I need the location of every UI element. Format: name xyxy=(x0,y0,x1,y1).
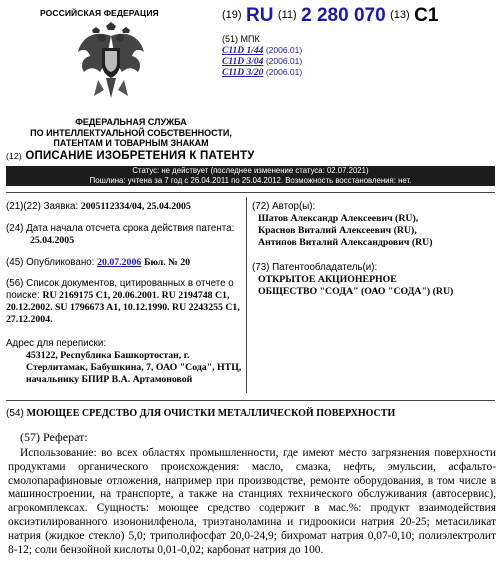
mpk-label: (51) МПК xyxy=(222,34,260,44)
document-title xyxy=(6,150,255,162)
field-value: 453122, Республика Башкортостан, г. Стерлитамак, Бабушкина, 7, ОАО "Сода", НТЦ, начальнику БПИР В.А. Артамоновой xyxy=(26,350,242,385)
address-field xyxy=(6,338,244,386)
agency-line: ФЕДЕРАЛЬНАЯ СЛУЖБА xyxy=(75,117,187,127)
field-value: RU 2169175 C1, 20.06.2001. RU 2194748 C1, 20.12.2002. SU 1796673 A1, 10.12.1990. RU 2243255 C1, 27.12.2004. xyxy=(6,290,240,325)
field-label: (45) Опубликовано: xyxy=(6,257,95,268)
column-divider xyxy=(246,197,247,393)
inid-code: (13) xyxy=(390,9,410,21)
agency-line: ПО ИНТЕЛЛЕКТУАЛЬНОЙ СОБСТВЕННОСТИ, xyxy=(30,127,232,138)
abstract-label: (57) Реферат: xyxy=(20,430,88,444)
author: Антипов Виталий Александрович (RU) xyxy=(258,237,433,248)
inid-code: (19) xyxy=(222,9,242,21)
published-field xyxy=(6,257,244,269)
field-value: 2005112334/04, 25.04.2005 xyxy=(80,201,191,212)
ipc-year: (2006.01) xyxy=(265,45,303,55)
patent-number: 2 280 070 xyxy=(301,5,386,26)
owner-field xyxy=(252,262,498,298)
patent-kind: C1 xyxy=(414,5,439,26)
russian-coat-of-arms-icon xyxy=(76,22,146,106)
fee-line: Пошлина: учтена за 7 год с 26.04.2011 по 25.04.2012. Возможность восстановления: нет. xyxy=(89,175,412,185)
field-label: (56) Список документов, цитированных в отчете о поиске: xyxy=(6,278,234,301)
published-date-link[interactable]: 20.07.2006 xyxy=(97,257,142,268)
invention-title-text: МОЮЩЕЕ СРЕДСТВО ДЛЯ ОЧИСТКИ МЕТАЛЛИЧЕСКОЙ ПОВЕРХНОСТИ xyxy=(26,408,396,419)
cited-field xyxy=(6,278,244,326)
field-label: Адрес для переписки: xyxy=(6,338,107,349)
ipc-class-link[interactable]: C11D 3/20 xyxy=(222,68,264,78)
patent-number-block xyxy=(222,5,438,27)
inid-code: (54) xyxy=(6,408,24,419)
divider xyxy=(6,192,495,193)
country-name: РОССИЙСКАЯ ФЕДЕРАЦИЯ xyxy=(40,8,159,18)
agency-name xyxy=(6,117,256,149)
term-field xyxy=(6,223,244,247)
inid-code: (12) xyxy=(6,151,22,161)
authors-field xyxy=(252,201,498,249)
ipc-class xyxy=(222,56,302,67)
ipc-class-link[interactable]: C11D 3/04 xyxy=(222,57,264,67)
country-code: RU xyxy=(246,5,274,26)
ipc-class-link[interactable]: C11D 1/44 xyxy=(222,46,264,56)
author: Шатов Александр Алексеевич (RU), xyxy=(258,213,419,224)
inid-code: (11) xyxy=(277,9,297,21)
author: Краснов Виталий Алексеевич (RU), xyxy=(258,225,417,236)
application-field xyxy=(6,201,244,213)
ipc-class xyxy=(222,45,302,56)
divider xyxy=(6,400,495,401)
status-bar xyxy=(6,166,495,186)
field-value: ОТКРЫТОЕ АКЦИОНЕРНОЕ ОБЩЕСТВО "СОДА" (ОАО "СОДА") (RU) xyxy=(258,274,454,297)
document-title-text: ОПИСАНИЕ ИЗОБРЕТЕНИЯ К ПАТЕНТУ xyxy=(25,150,255,162)
field-label: (72) Автор(ы): xyxy=(252,201,316,212)
ipc-year: (2006.01) xyxy=(265,56,303,66)
status-line: Статус: не действует (последнее изменение статуса: 02.07.2021) xyxy=(132,166,369,175)
agency-line: ПАТЕНТАМ И ТОВАРНЫМ ЗНАКАМ xyxy=(53,138,209,148)
ipc-year: (2006.01) xyxy=(265,67,303,77)
field-label: (21)(22) Заявка: xyxy=(6,201,79,212)
abstract-text: Использование: во всех областях промышленности, где имеют место загрязнения поверхности продуктами органического происхождения: масло, смазка, нефть, эмульсии, асфальто-смолопарафиновые отложения, например при производстве, ремонте оборудования, в том числе в машиностроении, на транспорте, а также на станциях технического обслуживания (автосервис), агрокомплексах. Сущность: моющее средство содержит в мас.%: продукт взаимодействия оксиэтилированного изононилфенола, триэтаноламина и гидроокиси натрия 20-25; метасиликат натрия (жидкое стекло) 5,0; триполифосфат 20,0-24,9; бихромат натрия 0,07-0,10; полиэлектролит 8-12; соли бензойной кислоты 0,01-0,02; карбонат натрия до 100. xyxy=(8,447,496,556)
field-label: (24) Дата начала отсчета срока действия патента: xyxy=(6,223,235,234)
field-value: 25.04.2005 xyxy=(30,235,75,246)
field-value: Бюл. № 20 xyxy=(143,257,191,268)
field-label: (73) Патентообладатель(и): xyxy=(252,262,378,273)
invention-title xyxy=(6,408,395,419)
ipc-class xyxy=(222,67,302,78)
